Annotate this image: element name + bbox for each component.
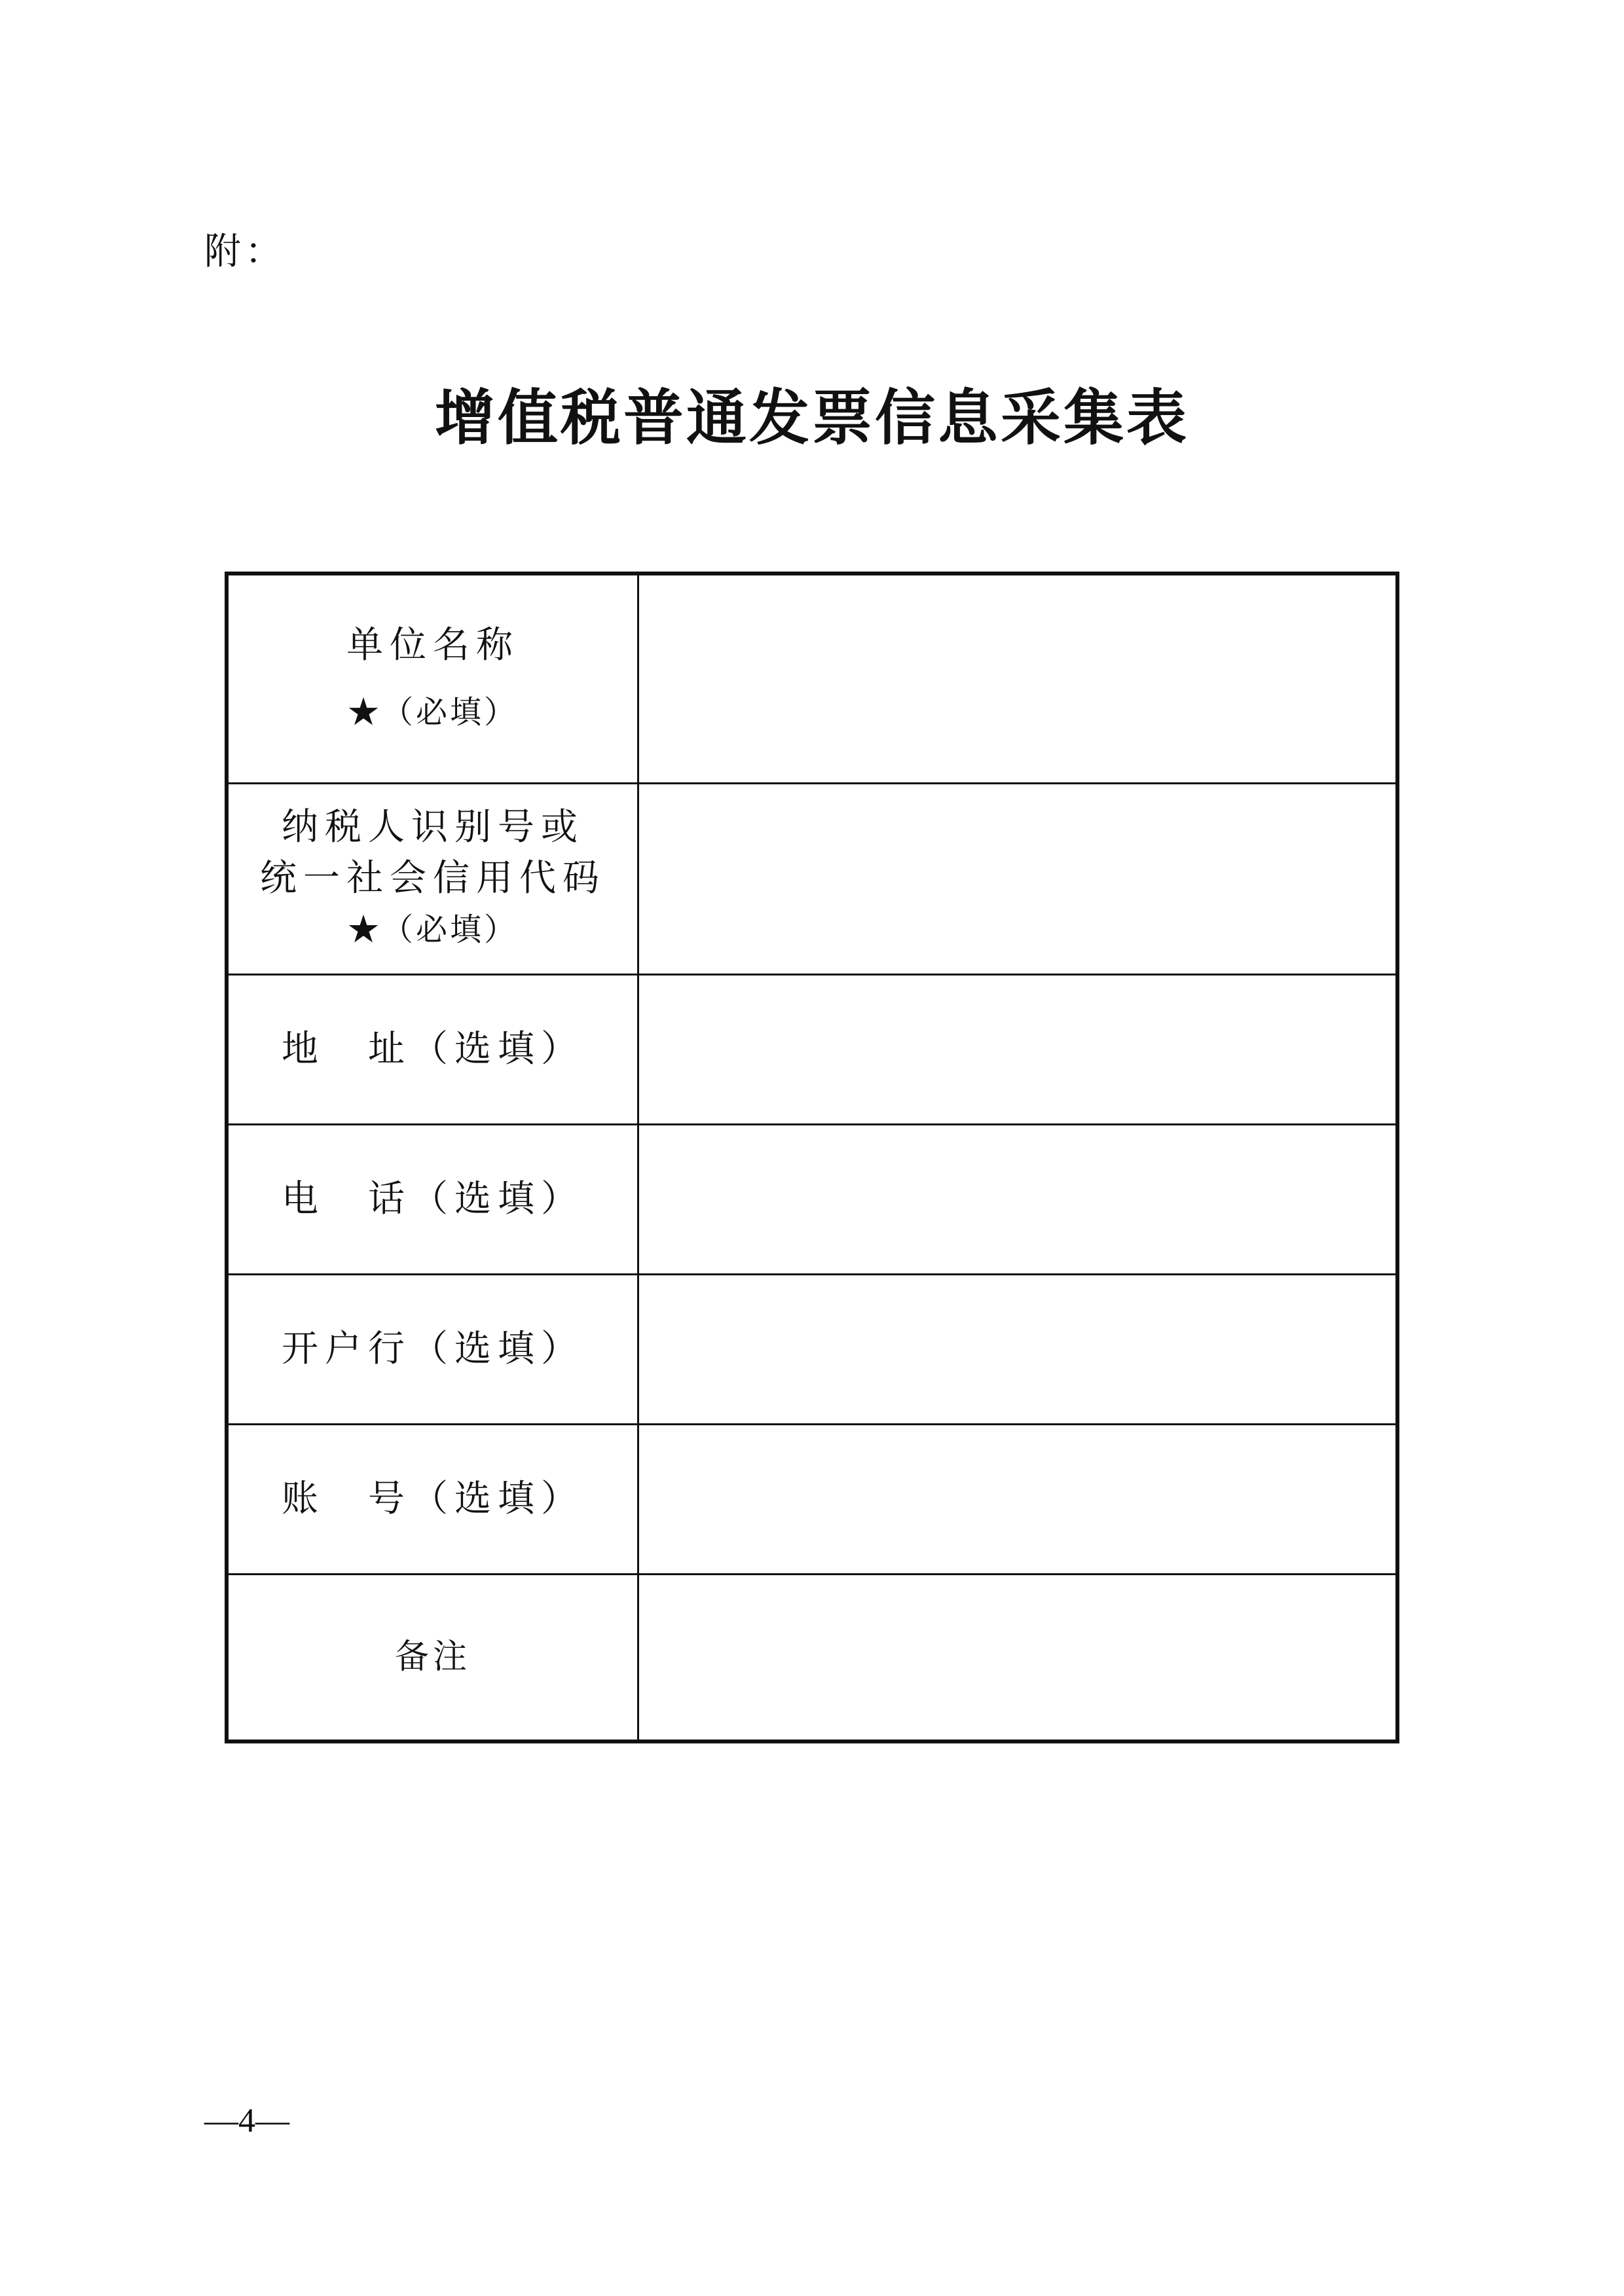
table-row-taxpayer-id — [227, 783, 1397, 974]
account-label: 账 号（选填） — [282, 1477, 584, 1520]
taxpayer-id-label-cell — [227, 783, 638, 974]
bank-label: 开户行（选填） — [282, 1327, 584, 1370]
unit-name-label-cell — [227, 574, 638, 783]
attachment-label: 附： — [204, 230, 286, 273]
taxpayer-id-label-line-2: 统一社会信用代码 — [260, 857, 606, 900]
taxpayer-id-label-line-1: 纳税人识别号或 — [282, 806, 584, 848]
address-label: 地 址（选填） — [282, 1027, 584, 1070]
taxpayer-id-input-cell[interactable] — [638, 783, 1398, 974]
unit-name-label: 单位名称 — [346, 623, 519, 666]
phone-label: 电 话（选填） — [282, 1177, 584, 1220]
table-row-remarks — [227, 1574, 1397, 1741]
document-title: 增值税普通发票信息采集表 — [434, 382, 1189, 453]
bank-input-cell[interactable] — [638, 1274, 1398, 1424]
remarks-label-cell — [227, 1574, 638, 1741]
page-number: —4— — [204, 2102, 289, 2140]
required-note: ★（必填） — [347, 693, 518, 731]
bank-label-cell — [227, 1274, 638, 1424]
table-row-phone — [227, 1124, 1397, 1274]
table-row-unit-name — [227, 574, 1397, 783]
phone-input-cell[interactable] — [638, 1124, 1398, 1274]
table-row-account — [227, 1424, 1397, 1574]
invoice-info-form-table — [225, 572, 1399, 1743]
address-label-cell — [227, 974, 638, 1124]
account-input-cell[interactable] — [638, 1424, 1398, 1574]
table-row-address — [227, 974, 1397, 1124]
remarks-label: 备注 — [394, 1637, 471, 1677]
phone-label-cell — [227, 1124, 638, 1274]
account-label-cell — [227, 1424, 638, 1574]
unit-name-input-cell[interactable] — [638, 574, 1398, 783]
required-note: ★（必填） — [347, 911, 518, 948]
table-row-bank — [227, 1274, 1397, 1424]
remarks-input-cell[interactable] — [638, 1574, 1398, 1741]
address-input-cell[interactable] — [638, 974, 1398, 1124]
